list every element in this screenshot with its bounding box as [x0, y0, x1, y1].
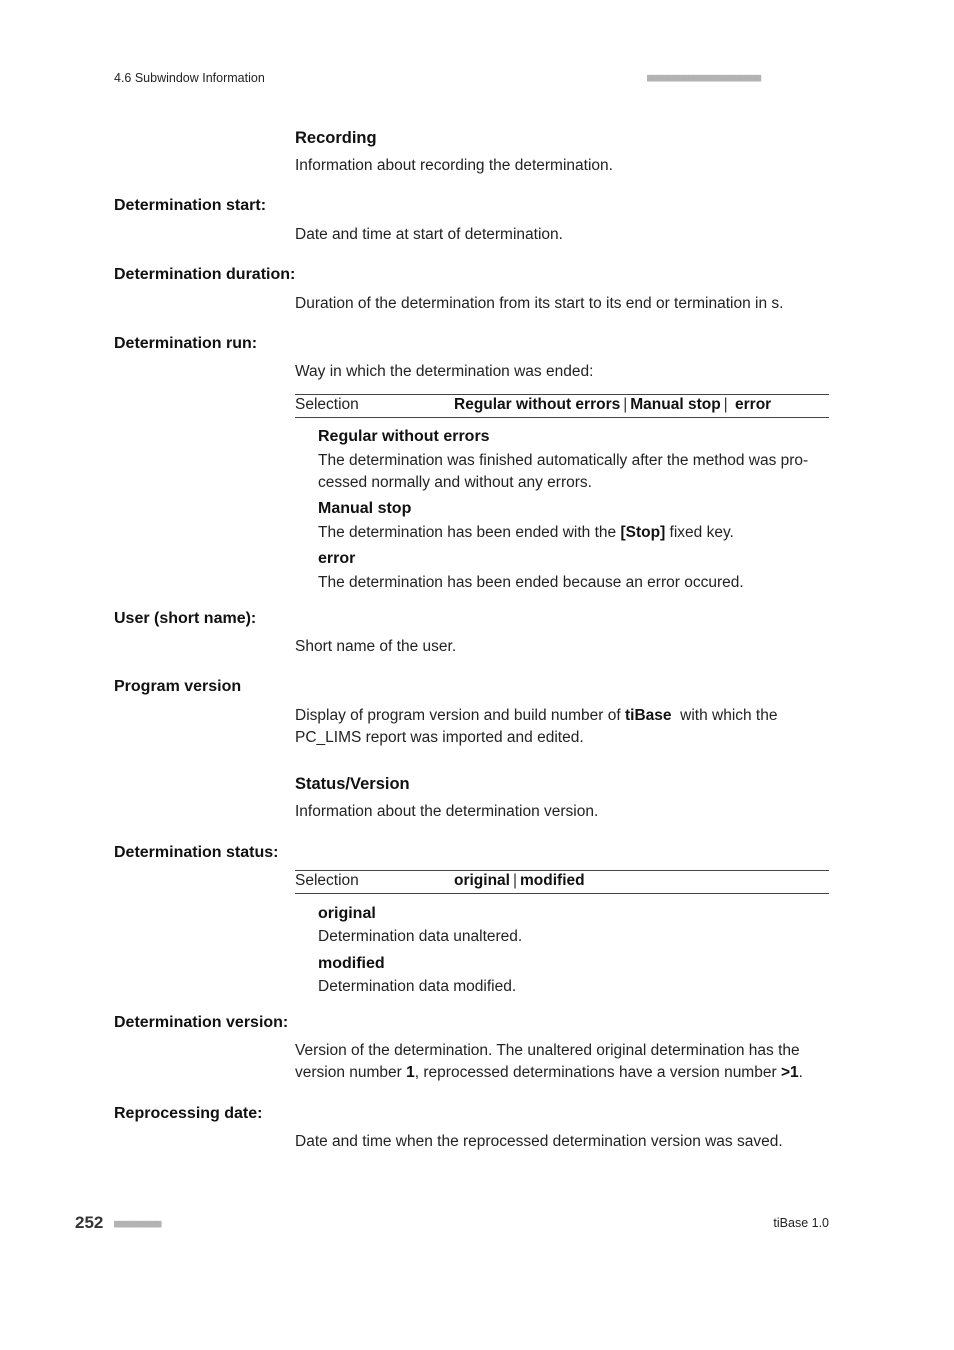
- section-description-status-version: Information about the determination version.: [295, 803, 599, 820]
- footer-product-name: tiBase 1.0: [773, 1216, 829, 1230]
- param-label-user: User (short name):: [114, 610, 257, 627]
- param-label-determination-run: Determination run:: [114, 335, 258, 352]
- selection-option: error: [735, 396, 772, 413]
- text-fragment: Display of program version and build number of: [295, 707, 625, 724]
- param-desc-user: Short name of the user.: [295, 638, 457, 655]
- text-fragment: version number: [295, 1064, 407, 1081]
- version-number-reprocessed: >1: [780, 1064, 799, 1081]
- param-label-program-version: Program version: [114, 678, 242, 695]
- selection-table-determination-status: [295, 870, 829, 894]
- text-fragment: fixed key.: [665, 524, 734, 541]
- section-title-recording: Recording: [295, 129, 377, 147]
- text-fragment: .: [798, 1064, 803, 1081]
- section-title-status-version: Status/Version: [295, 775, 410, 793]
- selection-table-determination-run: [295, 394, 829, 418]
- param-desc-reprocessing-date: Date and time when the reprocessed determination version was saved.: [295, 1133, 783, 1150]
- selection-option: Regular without errors: [454, 396, 621, 413]
- selection-option: Manual stop: [630, 396, 721, 413]
- text-fragment: with which the: [671, 707, 778, 724]
- param-desc-program-version-line2: PC_LIMS report was imported and edited.: [295, 729, 584, 746]
- footer-dots-decoration: ■■■■■■■■■: [114, 1217, 161, 1230]
- option-desc-regular-line1: The determination was finished automatically after the method was pro-: [318, 452, 809, 469]
- option-desc-original: Determination data unaltered.: [318, 928, 523, 945]
- version-number-original: 1: [406, 1064, 415, 1081]
- selection-label: Selection: [295, 396, 359, 413]
- option-title-error: error: [318, 550, 356, 567]
- param-label-determination-start: Determination start:: [114, 197, 267, 214]
- option-desc-error: The determination has been ended because an error occured.: [318, 574, 744, 591]
- param-label-determination-status: Determination status:: [114, 844, 279, 861]
- running-header-section: 4.6 Subwindow Information: [114, 71, 265, 85]
- option-desc-modified: Determination data modified.: [318, 978, 517, 995]
- option-title-regular: Regular without errors: [318, 428, 490, 445]
- param-label-determination-duration: Determination duration:: [114, 266, 296, 283]
- section-description-recording: Information about recording the determination.: [295, 157, 613, 174]
- option-desc-regular-line2: cessed normally and without any errors.: [318, 474, 592, 491]
- text-fragment: , reprocessed determinations have a version number: [414, 1064, 781, 1081]
- option-title-original: original: [318, 905, 376, 922]
- param-desc-determination-duration: Duration of the determination from its start to its end or termination in s.: [295, 295, 784, 312]
- param-desc-determination-version-line1: Version of the determination. The unaltered original determination has the: [295, 1042, 800, 1059]
- product-name: tiBase: [624, 707, 672, 724]
- selection-values: original | modified: [454, 872, 585, 889]
- selection-option: modified: [520, 872, 585, 889]
- param-desc-determination-version-line2: [295, 1062, 803, 1084]
- param-label-determination-version: Determination version:: [114, 1014, 289, 1031]
- selection-option: original: [454, 872, 510, 889]
- option-title-modified: modified: [318, 955, 385, 972]
- text-fragment: The determination has been ended with the: [318, 524, 621, 541]
- selection-values: Regular without errors | Manual stop | error: [454, 396, 772, 413]
- page-number: 252: [75, 1213, 104, 1232]
- param-desc-determination-start: Date and time at start of determination.: [295, 226, 563, 243]
- selection-label: Selection: [295, 872, 359, 889]
- option-title-manual-stop: Manual stop: [318, 500, 412, 517]
- param-label-reprocessing-date: Reprocessing date:: [114, 1105, 263, 1122]
- header-dots-decoration: ■■■■■■■■■■■■■■■■■■■■■■: [647, 71, 760, 84]
- param-desc-program-version-line1: [295, 705, 777, 727]
- option-desc-manual-stop: [318, 522, 734, 544]
- key-name-stop: [Stop]: [620, 524, 666, 541]
- param-desc-determination-run: Way in which the determination was ended:: [295, 363, 594, 380]
